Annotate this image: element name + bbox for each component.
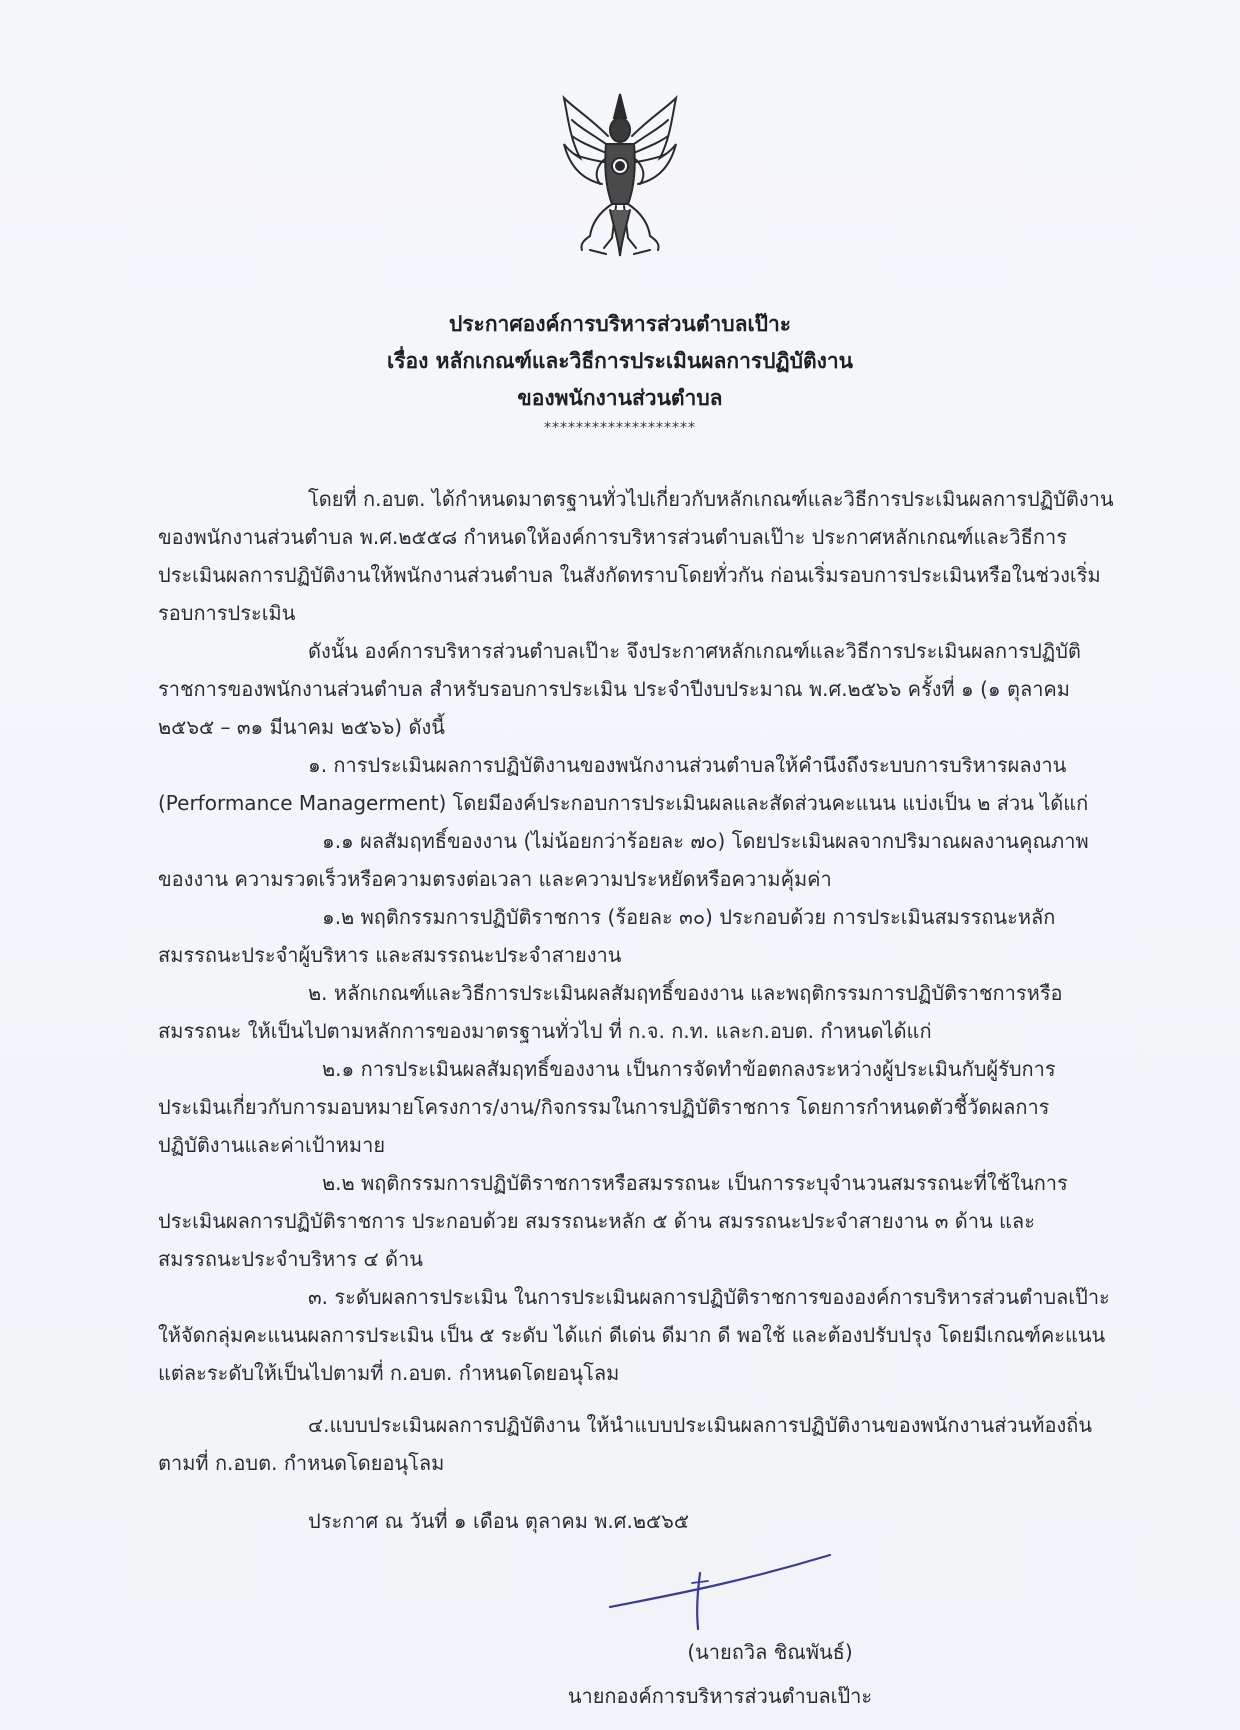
body-line: ๒๕๖๕ – ๓๑ มีนาคม ๒๕๖๖) ดังนี้ (158, 715, 445, 739)
signature-scribble-icon (600, 1545, 840, 1635)
signatory-name: (นายถวิล ชิณพันธ์) (687, 1640, 853, 1664)
header-separator: ******************* (544, 420, 696, 436)
body-line: ๒. หลักเกณฑ์และวิธีการประเมินผลสัมฤทธิ์ของงาน และพฤติกรรมการปฏิบัติราชการหรือ (308, 981, 1063, 1005)
body-line: (Performance Managerment) โดยมีองค์ประกอบการประเมินผลและสัดส่วนคะแนน แบ่งเป็น ๒ ส่วน ได้แก่ (158, 791, 1089, 815)
body-line: ของพนักงานส่วนตำบล พ.ศ.๒๕๕๘ กำหนดให้องค์การบริหารส่วนตำบลเป๊าะ ประกาศหลักเกณฑ์และวิธีการ (158, 525, 1067, 549)
announcement-subject: เรื่อง หลักเกณฑ์และวิธีการประเมินผลการปฏิบัติงาน (387, 349, 853, 373)
announcement-title: ประกาศองค์การบริหารส่วนตำบลเป๊าะ (448, 312, 792, 336)
body-line: ให้จัดกลุ่มคะแนนผลการประเมิน เป็น ๕ ระดับ ได้แก่ ดีเด่น ดีมาก ดี พอใช้ และต้องปรับปรุง โดยมีเกณฑ์คะแนน (158, 1323, 1106, 1347)
body-line: ราชการของพนักงานส่วนตำบล สำหรับรอบการประเมิน ประจำปีงบประมาณ พ.ศ.๒๕๖๖ ครั้งที่ ๑ (๑ ตุลาคม (158, 677, 1070, 701)
body-line: ปฏิบัติงานและค่าเป้าหมาย (158, 1133, 386, 1157)
body-line: ๑. การประเมินผลการปฏิบัติงานของพนักงานส่วนตำบลให้คำนึงถึงระบบการบริหารผลงาน (308, 753, 1067, 777)
body-line: รอบการประเมิน (158, 601, 296, 625)
body-line: แต่ละระดับให้เป็นไปตามที่ ก.อบต. กำหนดโดยอนุโลม (158, 1361, 620, 1385)
announcement-subject-continued: ของพนักงานส่วนตำบล (517, 386, 723, 410)
signatory-title: นายกองค์การบริหารส่วนตำบลเป๊าะ (567, 1684, 873, 1708)
body-line: สมรรถนะประจำบริหาร ๔ ด้าน (158, 1247, 423, 1271)
body-line: ๓. ระดับผลการประเมิน ในการประเมินผลการปฏิบัติราชการขององค์การบริหารส่วนตำบลเป๊าะ (308, 1285, 1110, 1309)
body-line: ๑.๑ ผลสัมฤทธิ์ของงาน (ไม่น้อยกว่าร้อยละ ๗๐) โดยประเมินผลจากปริมาณผลงานคุณภาพ (322, 829, 1089, 853)
body-line: ๒.๑ การประเมินผลสัมฤทธิ์ของงาน เป็นการจัดทำข้อตกลงระหว่างผู้ประเมินกับผู้รับการ (322, 1057, 1056, 1081)
body-line: ประเมินเกี่ยวกับการมอบหมายโครงการ/งาน/กิจกรรมในการปฏิบัติราชการ โดยการกำหนดตัวชี้วัดผลการ (158, 1095, 1050, 1119)
body-line: ประเมินผลการปฏิบัติงานให้พนักงานส่วนตำบล ในสังกัดทราบโดยทั่วกัน ก่อนเริ่มรอบการประเมินหรือในช่วงเริ่ม (158, 563, 1101, 587)
body-line: สมรรถนะประจำผู้บริหาร และสมรรถนะประจำสายงาน (158, 943, 622, 967)
body-line: ของงาน ความรวดเร็วหรือความตรงต่อเวลา และความประหยัดหรือความคุ้มค่า (158, 867, 832, 891)
body-line: ประเมินผลการปฏิบัติราชการ ประกอบด้วย สมรรถนะหลัก ๕ ด้าน สมรรถนะประจำสายงาน ๓ ด้าน และ (158, 1209, 1035, 1233)
body-line: ๒.๒ พฤติกรรมการปฏิบัติราชการหรือสมรรถนะ เป็นการระบุจำนวนสมรรถนะที่ใช้ในการ (322, 1171, 1068, 1195)
garuda-emblem-icon (560, 88, 680, 266)
body-line: ดังนั้น องค์การบริหารส่วนตำบลเป๊าะ จึงประกาศหลักเกณฑ์และวิธีการประเมินผลการปฏิบัติ (308, 639, 1081, 663)
body-line: ๑.๒ พฤติกรรมการปฏิบัติราชการ (ร้อยละ ๓๐) ประกอบด้วย การประเมินสมรรถนะหลัก (322, 905, 1056, 929)
body-line: โดยที่ ก.อบต. ได้กำหนดมาตรฐานทั่วไปเกี่ยวกับหลักเกณฑ์และวิธีการประเมินผลการปฏิบัติงาน (308, 487, 1114, 511)
body-line: ๔.แบบประเมินผลการปฏิบัติงาน ให้นำแบบประเมินผลการปฏิบัติงานของพนักงานส่วนท้องถิ่น (308, 1413, 1093, 1437)
announcement-date: ประกาศ ณ วันที่ ๑ เดือน ตุลาคม พ.ศ.๒๕๖๕ (308, 1509, 689, 1533)
body-line: ตามที่ ก.อบต. กำหนดโดยอนุโลม (158, 1451, 445, 1475)
body-line: สมรรถนะ ให้เป็นไปตามหลักการของมาตรฐานทั่วไป ที่ ก.จ. ก.ท. และก.อบต. กำหนดได้แก่ (158, 1019, 932, 1043)
